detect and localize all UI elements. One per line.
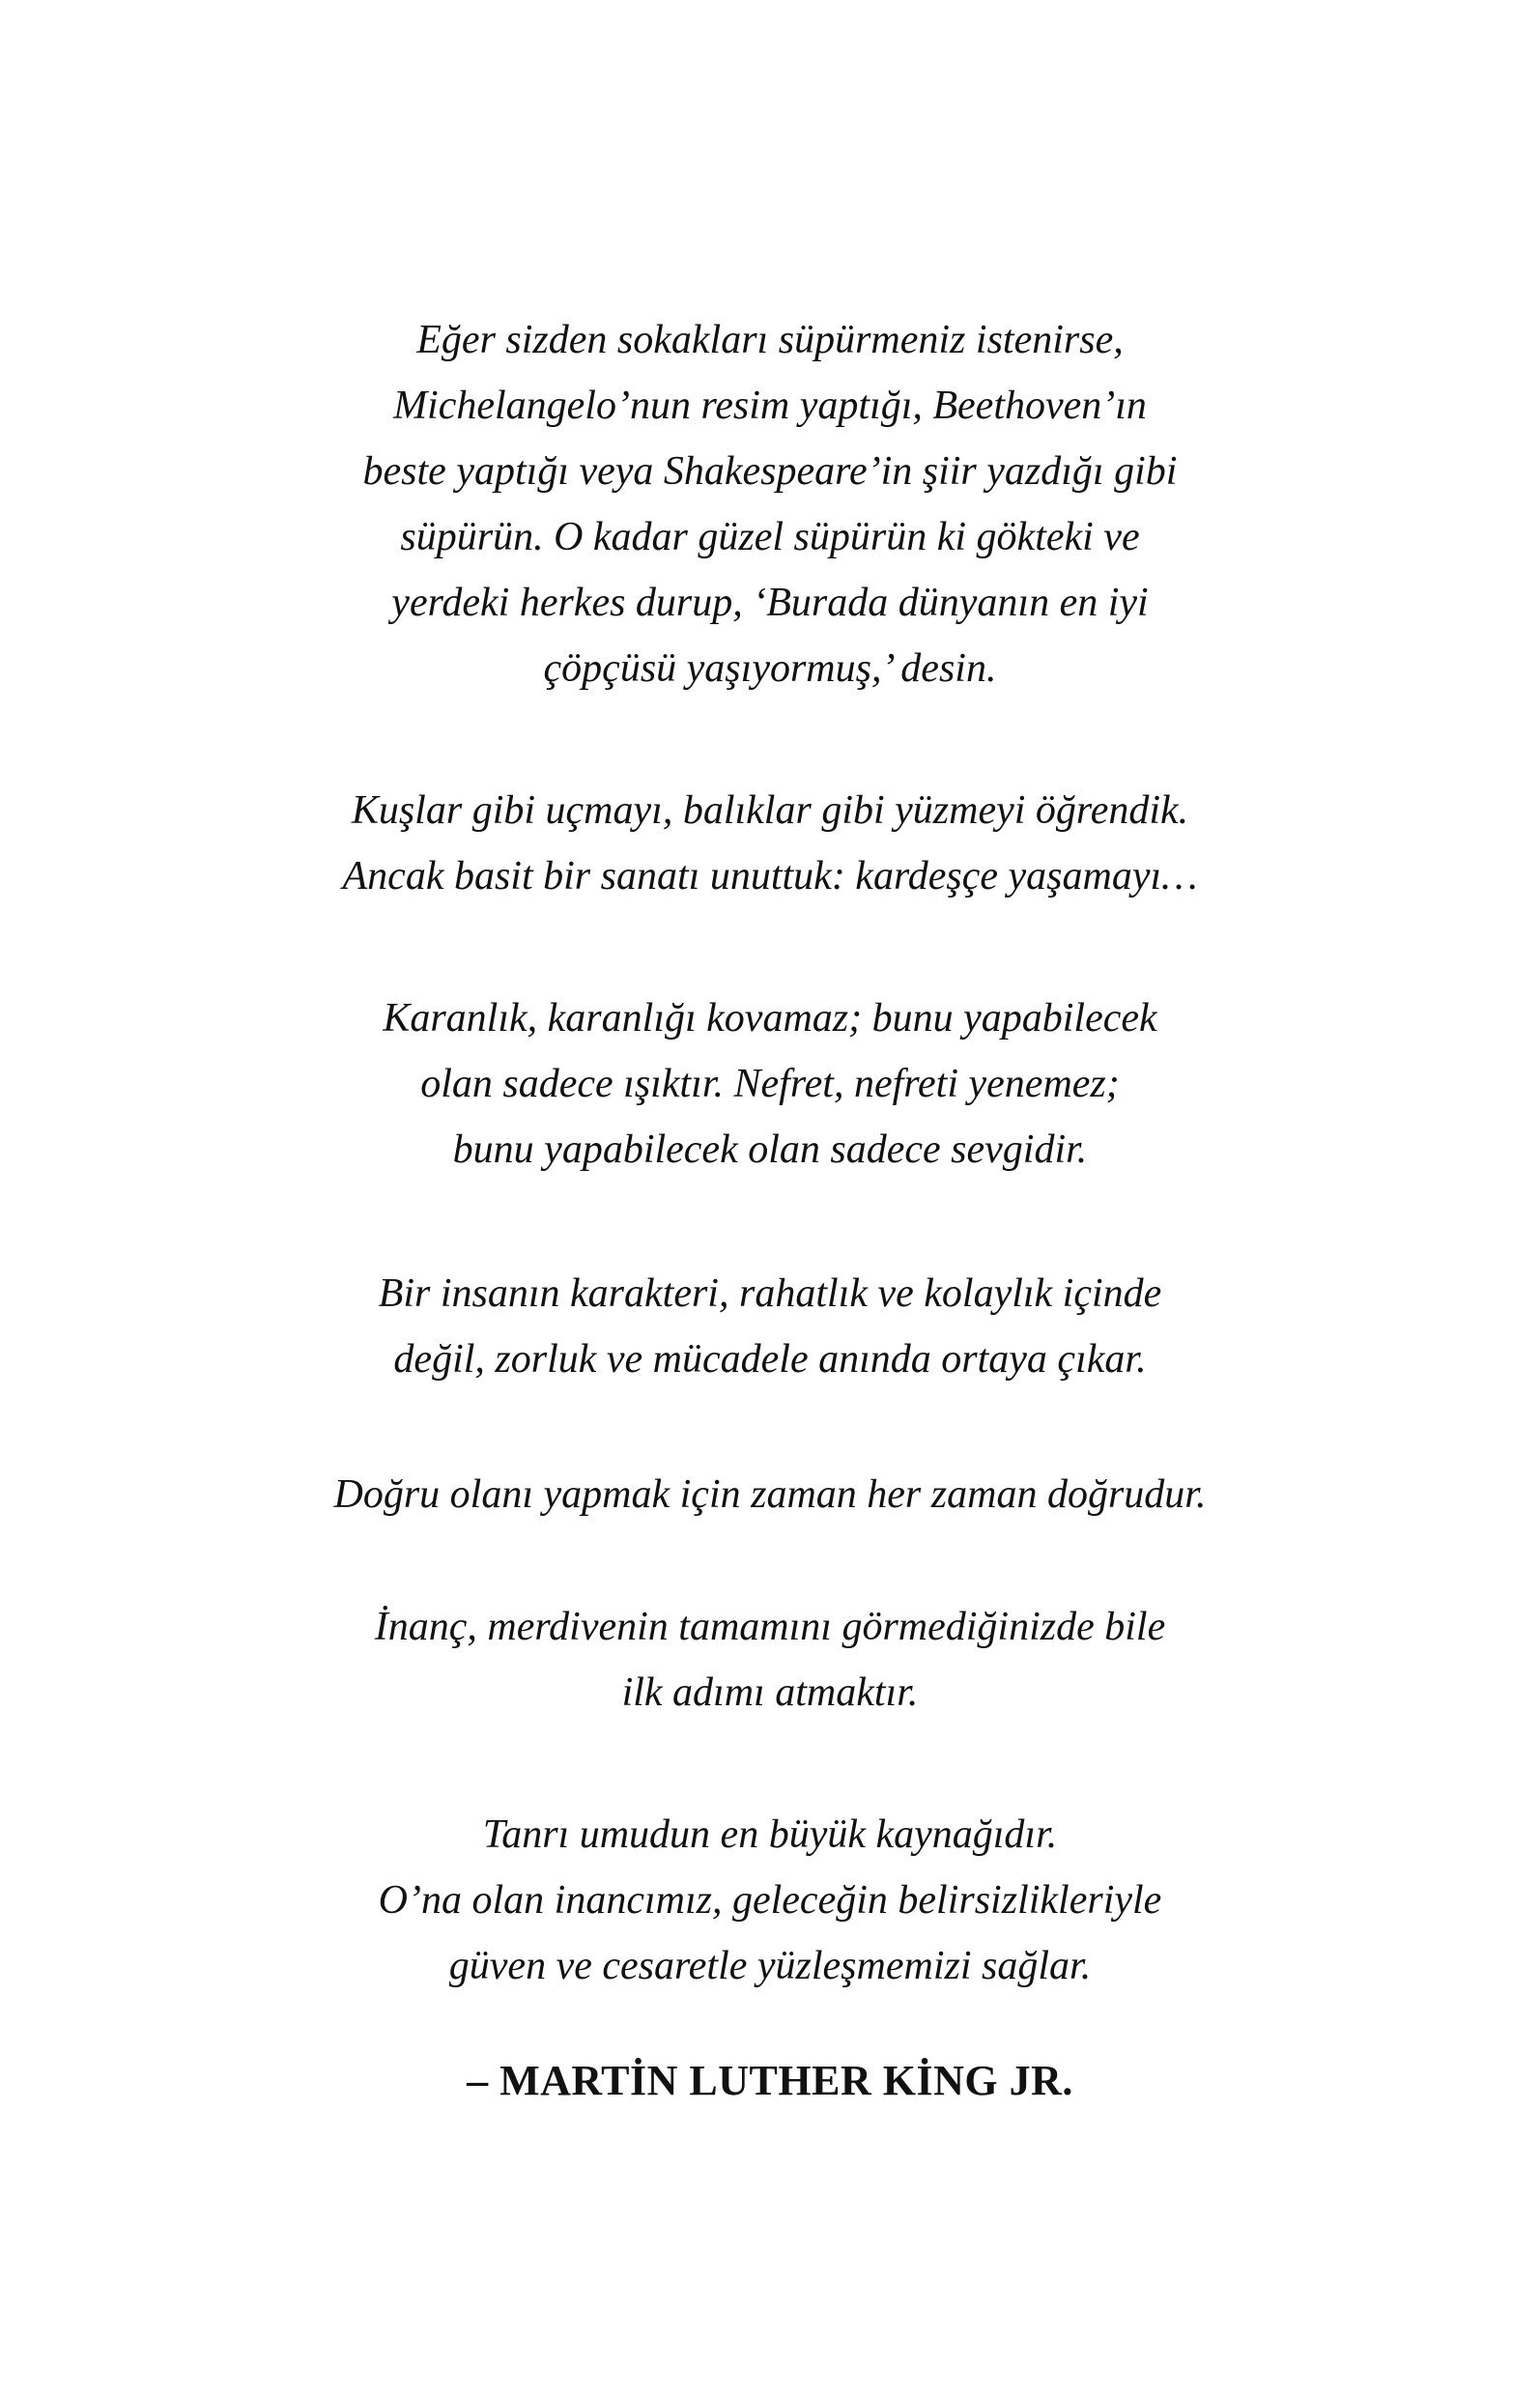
quote-line: Bir insanın karakteri, rahatlık ve kolaylık içinde — [378, 1271, 1162, 1316]
quote-darkness-light — [193, 985, 1347, 1183]
quote-line: bunu yapabilecek olan sadece sevgidir. — [452, 1127, 1088, 1172]
quote-faith-staircase — [193, 1594, 1347, 1726]
quote-line: güven ve cesaretle yüzleşmemizi sağlar. — [448, 1944, 1092, 1988]
quote-live-as-brothers — [193, 778, 1347, 909]
quote-line: ilk adımı atmaktır. — [621, 1670, 919, 1715]
author-attribution: – MARTİN LUTHER KİNG JR. — [467, 2057, 1073, 2104]
quote-line: Michelangelo’nun resim yaptığı, Beethoven’ın — [393, 384, 1147, 428]
quote-line: olan sadece ışıktır. Nefret, nefreti yenemez; — [420, 1062, 1120, 1106]
quote-line: O’na olan inancımız, geleceğin belirsizlikleriyle — [378, 1878, 1162, 1923]
quote-line: Karanlık, karanlığı kovamaz; bunu yapabilecek — [383, 996, 1157, 1041]
quote-line: yerdeki herkes durup, ‘Burada dünyanın en iyi — [391, 581, 1149, 625]
quote-god-hope — [193, 1802, 1347, 1999]
quote-line: Eğer sizden sokakları süpürmeniz istenirse, — [416, 318, 1124, 362]
quote-line: süpürün. O kadar güzel süpürün ki gökteki ve — [400, 515, 1140, 559]
quote-line: değil, zorluk ve mücadele anında ortaya çıkar. — [393, 1337, 1147, 1382]
quote-character — [193, 1261, 1347, 1392]
quote-line: çöpçüsü yaşıyormuş,’ desin. — [543, 646, 997, 691]
quote-sweep-streets — [193, 307, 1347, 701]
quote-line: beste yaptığı veya Shakespeare’in şiir yazdığı gibi — [362, 449, 1178, 494]
quote-line: Doğru olanı yapmak için zaman her zaman doğrudur. — [333, 1472, 1207, 1517]
quote-line: İnanç, merdivenin tamamını görmediğinizde bile — [374, 1605, 1166, 1649]
quote-line: Tanrı umudun en büyük kaynağıdır. — [482, 1812, 1058, 1857]
quote-right-time — [193, 1462, 1347, 1527]
quote-line: Kuşlar gibi uçmayı, balıklar gibi yüzmeyi öğrendik. — [351, 788, 1189, 833]
quote-line: Ancak basit bir sanatı unuttuk: kardeşçe yaşamayı… — [342, 854, 1198, 898]
